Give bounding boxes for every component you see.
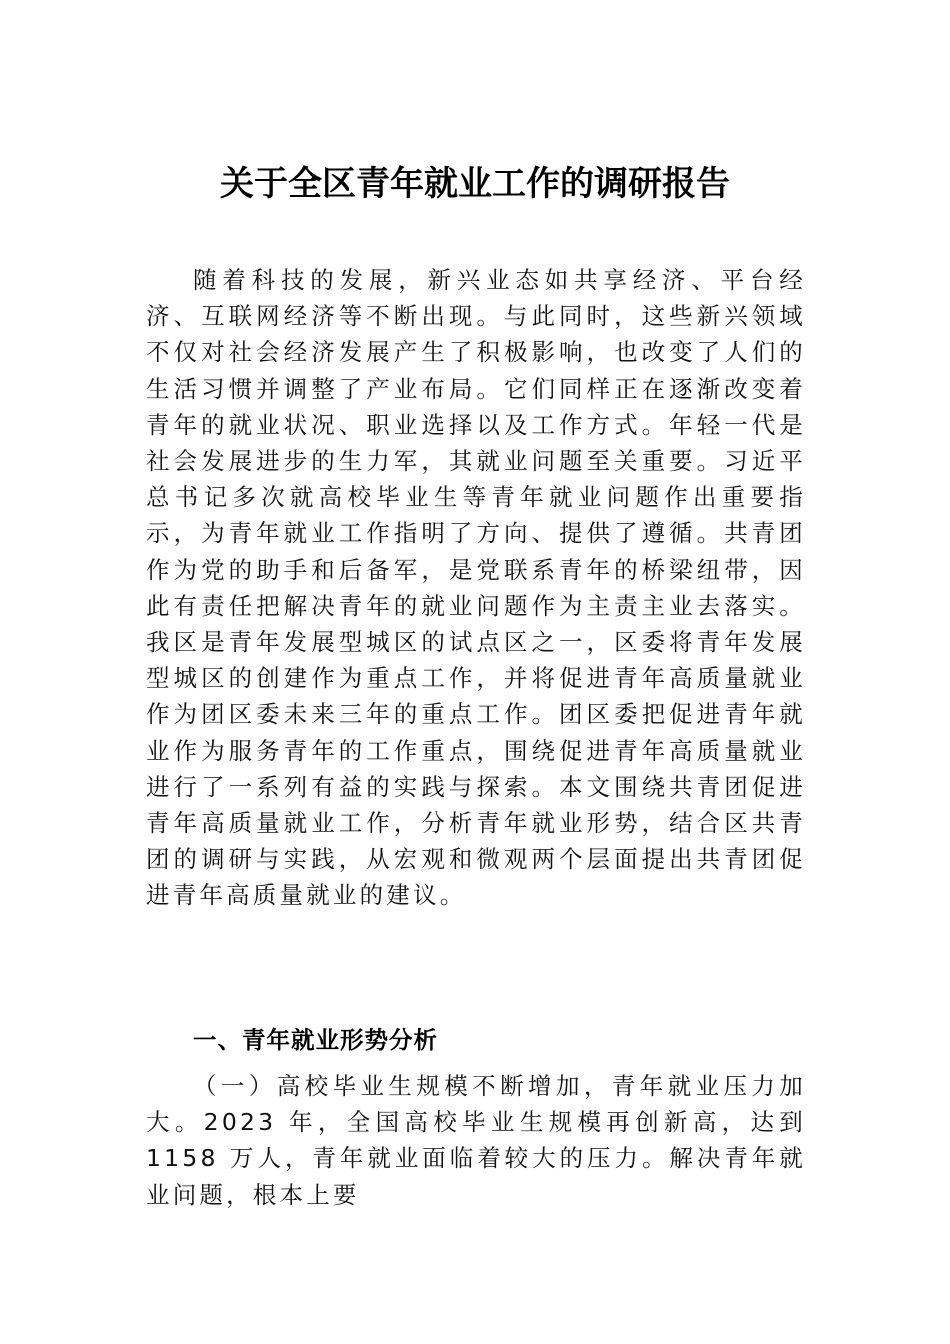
- section-1-paragraph-1: （一）高校毕业生规模不断增加，青年就业压力加大。2023 年，全国高校毕业生规模再创新高，达到 1158 万人，青年就业面临着较大的压力。解决青年就业问题，根本上要: [146, 1072, 806, 1209]
- intro-paragraph: 随着科技的发展，新兴业态如共享经济、平台经济、互联网经济等不断出现。与此同时，这些新兴领域不仅对社会经济发展产生了积极影响，也改变了人们的生活习惯并调整了产业布局。它们同样正在逐渐改变着青年的就业状况、职业选择以及工作方式。年轻一代是社会发展进步的生力军，其就业问题至关重要。习近平总书记多次就高校毕业生等青年就业问题作出重要指示，为青年就业工作指明了方向、提供了遵循。共青团作为党的助手和后备军，是党联系青年的桥梁纽带，因此有责任把解决青年的就业问题作为主责主业去落实。我区是青年发展型城区的试点区之一，区委将青年发展型城区的创建作为重点工作，并将促进青年高质量就业作为团区委未来三年的重点工作。团区委把促进青年就业作为服务青年的工作重点，围绕促进青年高质量就业进行了一系列有益的实践与探索。本文围绕共青团促进青年高质量就业工作，分析青年就业形势，结合区共青团的调研与实践，从宏观和微观两个层面提出共青团促进青年高质量就业的建议。: [146, 266, 806, 910]
- section-heading-1: 一、青年就业形势分析: [193, 1026, 438, 1054]
- document-title: 关于全区青年就业工作的调研报告: [220, 164, 730, 204]
